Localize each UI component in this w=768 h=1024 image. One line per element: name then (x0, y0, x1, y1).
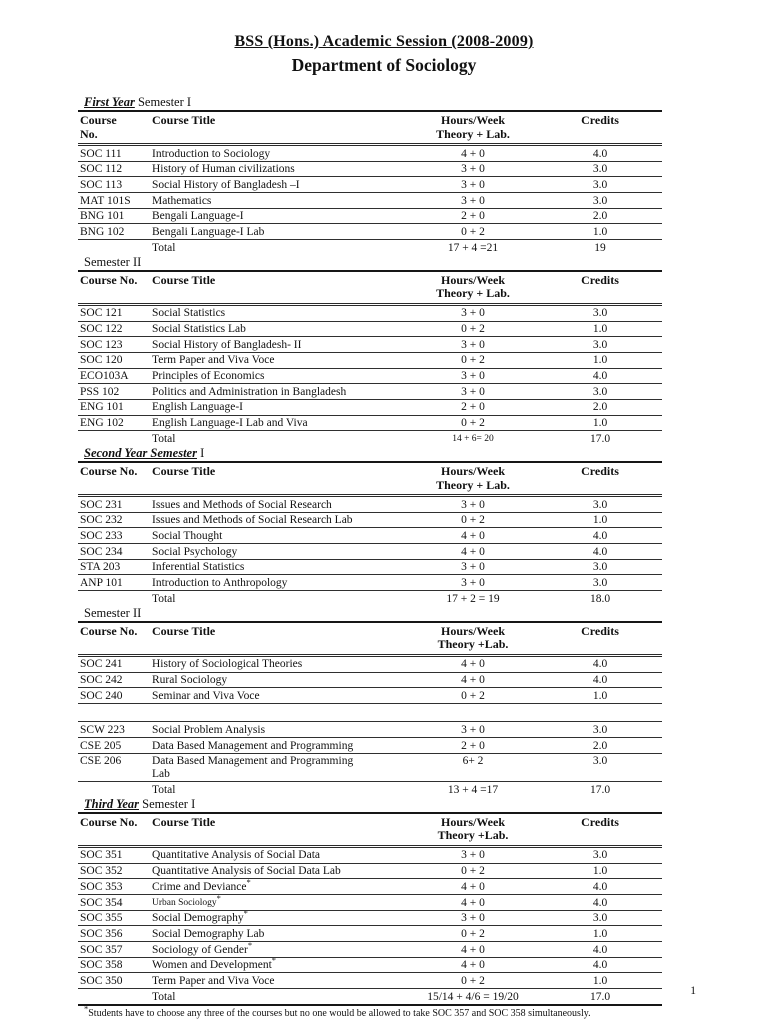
cell-course-title: Bengali Language-I (150, 208, 408, 224)
cell-credits: 3.0 (538, 161, 662, 177)
table-row (78, 512, 662, 528)
cell-credits: 4.0 (538, 672, 662, 688)
cell-course-title: Bengali Language-I Lab (150, 224, 408, 240)
total-label: Total (150, 989, 408, 1005)
total-label: Total (152, 592, 176, 605)
header-line: Theory + Lab. (436, 126, 510, 141)
table-row (78, 352, 662, 368)
cell-course-no: ENG 101 (78, 399, 150, 415)
cell-hours: 3 + 0 (408, 559, 538, 575)
total-hours: 14 + 6= 20 (452, 433, 494, 444)
cell-hours: 2 + 0 (408, 399, 538, 415)
cell-credits: 1.0 (538, 224, 662, 240)
table-row (78, 559, 662, 575)
cell-hours: 0 + 2 (408, 224, 538, 240)
section-label-sem: Semester I (139, 796, 196, 811)
header-line: Course No. (80, 814, 138, 829)
table-row (78, 544, 662, 560)
table-row (78, 910, 662, 926)
cell-course-no: CSE 206 (78, 753, 150, 782)
cell-course-title: Urban Sociology* (150, 895, 408, 911)
cell-credits: 4.0 (538, 957, 662, 973)
header-line: Hours/Week (440, 113, 505, 127)
section-first-year-sem2 (78, 255, 662, 446)
table-total-row (78, 591, 662, 606)
cell-hours: 3 + 0 (408, 161, 538, 177)
section-label-sem: Semester II (84, 605, 142, 620)
asterisk-marker: * (246, 878, 251, 887)
total-label: Total (152, 432, 176, 445)
table-row (78, 926, 662, 942)
table-row (78, 688, 662, 704)
cell-hours: 2 + 0 (408, 738, 538, 754)
section-label (78, 797, 662, 812)
course-table-first-year-sem1 (78, 110, 662, 255)
table-row (78, 942, 662, 958)
header-credits: Credits (538, 271, 662, 305)
cell-course-title: Term Paper and Viva Voce (150, 352, 408, 368)
table-total-row (78, 240, 662, 255)
cell-course-no: SOC 356 (78, 926, 150, 942)
table-header-row (78, 271, 662, 305)
cell-course-no: SOC 113 (78, 177, 150, 193)
header-course-title: Course Title (150, 462, 408, 496)
page-subtitle: Department of Sociology (291, 55, 477, 75)
cell-course-title: Social Demography* (150, 910, 408, 926)
cell-hours: 3 + 0 (408, 722, 538, 738)
table-body (78, 655, 662, 797)
header-line: Course No. (80, 464, 138, 478)
cell-hours: 3 + 0 (408, 368, 538, 384)
cell-course-title: Term Paper and Viva Voce (150, 973, 408, 989)
page-title: BSS (Hons.) Academic Session (2008-2009) (234, 33, 534, 50)
cell-credits: 4.0 (538, 655, 662, 672)
section-label-sem: Semester I (134, 95, 192, 109)
cell-course-title: Politics and Administration in Bangladesh (150, 384, 408, 400)
header-line: Course (80, 113, 117, 127)
cell-credits: 2.0 (538, 399, 662, 415)
total-credits: 18.0 (589, 592, 611, 605)
cell-course-no: BNG 102 (78, 224, 150, 240)
cell-course-no: SOC 233 (78, 528, 150, 544)
cell-course-no: ANP 101 (78, 575, 150, 591)
section-second-year-sem2 (78, 606, 662, 797)
section-label (78, 255, 662, 270)
table-row (78, 722, 662, 738)
cell-course-title: Social History of Bangladesh- II (150, 337, 408, 353)
cell-course-title: Mathematics (150, 193, 408, 209)
cell-hours: 4 + 0 (408, 544, 538, 560)
table-header-row (78, 111, 662, 145)
cell-course-no: SCW 223 (78, 722, 150, 738)
cell-credits: 4.0 (538, 879, 662, 895)
cell-course-title: Crime and Deviance* (150, 879, 408, 895)
cell-hours: 0 + 2 (408, 352, 538, 368)
header-line: Theory +Lab. (437, 828, 509, 843)
cell-credits: 1.0 (538, 973, 662, 989)
table-body (78, 304, 662, 446)
header-course-title: Course Title (150, 111, 408, 145)
cell-course-no: ENG 102 (78, 415, 150, 431)
cell-hours: 0 + 2 (408, 973, 538, 989)
cell-hours: 3 + 0 (408, 384, 538, 400)
cell-hours: 4 + 0 (408, 528, 538, 544)
cell-credits: 3.0 (538, 337, 662, 353)
header-hours-week (408, 622, 538, 656)
header-course-title: Course Title (150, 622, 408, 656)
cell-course-no: SOC 232 (78, 512, 150, 528)
table-row (78, 304, 662, 321)
table-row (78, 957, 662, 973)
header-line: Hours/Week (440, 623, 505, 638)
cell-course-no: BNG 101 (78, 208, 150, 224)
cell-credits: 1.0 (538, 321, 662, 337)
header-line: Hours/Week (440, 272, 505, 287)
section-first-year-sem1 (78, 95, 662, 255)
course-table (78, 461, 662, 606)
cell-course-no: STA 203 (78, 559, 150, 575)
section-label (78, 95, 662, 110)
total-empty-cell (78, 240, 150, 255)
cell-course-title: Issues and Methods of Social Research Lab (150, 512, 408, 528)
total-hours: 15/14 + 4/6 = 19/20 (408, 989, 538, 1005)
cell-credits: 3.0 (538, 722, 662, 738)
table-row (78, 973, 662, 989)
cell-course-title: Quantitative Analysis of Social Data (150, 846, 408, 863)
cell-course-no: MAT 101S (78, 193, 150, 209)
cell-credits: 3.0 (538, 559, 662, 575)
table-total-row (78, 431, 662, 446)
section-second-year-sem1 (78, 446, 662, 606)
cell-hours: 3 + 0 (408, 910, 538, 926)
header-credits: Credits (538, 622, 662, 656)
header-line: Theory + Lab. (436, 286, 510, 301)
cell-credits: 4.0 (538, 544, 662, 560)
cell-hours: 0 + 2 (408, 688, 538, 704)
header-line: Hours/Week (440, 464, 505, 478)
cell-course-title: Introduction to Sociology (150, 145, 408, 162)
cell-credits: 4.0 (538, 145, 662, 162)
header-hours-week (408, 111, 538, 145)
cell-course-title: Principles of Economics (150, 368, 408, 384)
cell-course-title: Rural Sociology (150, 672, 408, 688)
table-row (78, 337, 662, 353)
table-head (78, 271, 662, 305)
header-line: Course No. (80, 623, 138, 638)
cell-course-title: History of Sociological Theories (150, 655, 408, 672)
table-row (78, 496, 662, 513)
course-table-first-year-sem2 (78, 270, 662, 446)
total-credits: 17.0 (538, 989, 662, 1005)
cell-course-no: SOC 354 (78, 895, 150, 911)
cell-course-no: SOC 121 (78, 304, 150, 321)
table-row (78, 399, 662, 415)
document-body (78, 95, 662, 1020)
header-course-no (78, 111, 150, 145)
cell-course-title: English Language-I Lab and Viva (150, 415, 408, 431)
cell-course-title: Social Statistics (150, 304, 408, 321)
cell-course-no: SOC 241 (78, 655, 150, 672)
cell-credits: 1.0 (538, 863, 662, 879)
section-label-sem: I (196, 446, 205, 460)
total-hours: 17 + 2 = 19 (446, 592, 500, 605)
header-line: No. (80, 126, 98, 141)
cell-course-title: Quantitative Analysis of Social Data Lab (150, 863, 408, 879)
table-row (78, 208, 662, 224)
cell-course-no: ECO103A (78, 368, 150, 384)
total-empty-cell (78, 989, 150, 1005)
cell-credits: 3.0 (538, 753, 662, 782)
table-row (78, 177, 662, 193)
page-number: 1 (690, 985, 696, 997)
cell-course-no: SOC 357 (78, 942, 150, 958)
table-total-row (78, 989, 662, 1005)
cell-hours: 3 + 0 (408, 337, 538, 353)
cell-course-title: Data Based Management and Programming (150, 738, 408, 754)
cell-credits: 2.0 (538, 738, 662, 754)
cell-course-title: Sociology of Gender* (150, 942, 408, 958)
cell-hours: 3 + 0 (408, 575, 538, 591)
cell-course-title: Social Statistics Lab (150, 321, 408, 337)
cell-course-no: SOC 120 (78, 352, 150, 368)
table-head (78, 813, 662, 847)
cell-course-no: SOC 234 (78, 544, 150, 560)
table-row (78, 846, 662, 863)
cell-hours: 3 + 0 (408, 177, 538, 193)
cell-hours: 3 + 0 (408, 496, 538, 513)
cell-hours: 0 + 2 (408, 321, 538, 337)
table-row (78, 863, 662, 879)
course-table-third-year-sem1 (78, 812, 662, 1006)
cell-hours: 0 + 2 (408, 926, 538, 942)
header-course-title: Course Title (150, 813, 408, 847)
header-line: Hours/Week (440, 814, 505, 829)
cell-course-no: SOC 111 (78, 145, 150, 162)
header-course-no (78, 622, 150, 656)
cell-course-no: SOC 123 (78, 337, 150, 353)
cell-course-no: CSE 205 (78, 738, 150, 754)
cell-hours: 2 + 0 (408, 208, 538, 224)
asterisk-marker: * (247, 941, 253, 950)
table-head (78, 462, 662, 496)
section-label-sem: Semester II (84, 254, 142, 269)
cell-course-no: SOC 231 (78, 496, 150, 513)
cell-credits: 1.0 (538, 352, 662, 368)
table-total-row (78, 782, 662, 797)
cell-credits: 3.0 (538, 304, 662, 321)
table-row (78, 415, 662, 431)
table-body (78, 846, 662, 1004)
cell-credits: 3.0 (538, 846, 662, 863)
section-label (78, 606, 662, 621)
table-row (78, 224, 662, 240)
footnote (78, 1003, 662, 1020)
cell-course-no: SOC 240 (78, 688, 150, 704)
table-head (78, 622, 662, 656)
cell-course-no: SOC 122 (78, 321, 150, 337)
cell-hours: 3 + 0 (408, 846, 538, 863)
table-header-row (78, 622, 662, 656)
cell-hours: 4 + 0 (408, 672, 538, 688)
cell-course-title: Seminar and Viva Voce (150, 688, 408, 704)
asterisk-marker: * (216, 894, 221, 903)
header-course-no (78, 271, 150, 305)
table-header-row (78, 813, 662, 847)
cell-course-title: Social Demography Lab (150, 926, 408, 942)
cell-hours: 0 + 2 (408, 512, 538, 528)
header-line: Theory +Lab. (437, 637, 509, 652)
table-row (78, 321, 662, 337)
course-table (78, 270, 662, 446)
cell-credits: 3.0 (538, 384, 662, 400)
total-credits: 17.0 (589, 783, 611, 796)
cell-credits: 3.0 (538, 193, 662, 209)
total-empty-cell (78, 782, 150, 797)
cell-hours: 4 + 0 (408, 879, 538, 895)
cell-hours: 4 + 0 (408, 942, 538, 958)
table-blank-row (78, 703, 662, 722)
total-empty-cell (78, 431, 150, 446)
table-row (78, 575, 662, 591)
cell-credits: 4.0 (538, 528, 662, 544)
footnote-marker: * (84, 1003, 89, 1014)
cell-hours: 4 + 0 (408, 655, 538, 672)
cell-hours: 4 + 0 (408, 145, 538, 162)
table-row (78, 368, 662, 384)
table-row (78, 528, 662, 544)
header-course-no (78, 813, 150, 847)
cell-course-no: SOC 352 (78, 863, 150, 879)
table-body (78, 496, 662, 606)
total-empty-cell (78, 591, 150, 606)
course-table (78, 812, 662, 1006)
table-head (78, 111, 662, 145)
table-body (78, 145, 662, 255)
header-line: Course No. (80, 272, 138, 287)
cell-course-title: History of Human civilizations (150, 161, 408, 177)
cell-credits: 1.0 (538, 688, 662, 704)
course-table (78, 110, 662, 255)
cell-hours: 4 + 0 (408, 957, 538, 973)
header-course-title: Course Title (150, 271, 408, 305)
total-hours: 13 + 4 =17 (447, 783, 499, 796)
document-header (0, 33, 768, 76)
header-hours-week (408, 813, 538, 847)
total-label: Total (152, 241, 176, 254)
table-row (78, 895, 662, 911)
table-row (78, 193, 662, 209)
header-hours-week (408, 271, 538, 305)
cell-hours: 4 + 0 (408, 895, 538, 911)
table-row (78, 655, 662, 672)
table-row (78, 753, 662, 782)
section-label (78, 446, 662, 461)
cell-credits: 1.0 (538, 512, 662, 528)
header-course-no (78, 462, 150, 496)
total-credits: 17.0 (589, 432, 611, 445)
section-label-year: First Year (84, 95, 135, 109)
table-row (78, 879, 662, 895)
cell-course-title: English Language-I (150, 399, 408, 415)
cell-course-no: SOC 351 (78, 846, 150, 863)
cell-credits: 2.0 (538, 208, 662, 224)
header-credits: Credits (538, 462, 662, 496)
total-label: Total (152, 783, 176, 796)
cell-course-no: SOC 350 (78, 973, 150, 989)
section-label-year: Third Year (84, 796, 139, 811)
blank-cell (78, 703, 662, 722)
cell-course-title: Data Based Management and Programming Lab (150, 753, 408, 782)
cell-course-no: SOC 358 (78, 957, 150, 973)
cell-credits: 3.0 (538, 496, 662, 513)
cell-credits: 1.0 (538, 415, 662, 431)
cell-course-no: SOC 112 (78, 161, 150, 177)
asterisk-marker: * (243, 910, 248, 919)
cell-course-title: Social Thought (150, 528, 408, 544)
cell-hours: 6+ 2 (408, 753, 538, 782)
table-row (78, 672, 662, 688)
cell-course-title: Introduction to Anthropology (150, 575, 408, 591)
cell-course-title: Social Psychology (150, 544, 408, 560)
cell-course-title: Inferential Statistics (150, 559, 408, 575)
table-row (78, 384, 662, 400)
table-row (78, 145, 662, 162)
cell-course-title: Social History of Bangladesh –I (150, 177, 408, 193)
section-label-year: Second Year Semester (84, 446, 197, 460)
cell-hours: 3 + 0 (408, 193, 538, 209)
cell-credits: 4.0 (538, 942, 662, 958)
cell-course-no: SOC 353 (78, 879, 150, 895)
cell-credits: 4.0 (538, 368, 662, 384)
cell-credits: 3.0 (538, 910, 662, 926)
cell-credits: 4.0 (538, 895, 662, 911)
table-row (78, 738, 662, 754)
section-third-year-sem1 (78, 797, 662, 1006)
asterisk-marker: * (271, 957, 277, 966)
table-header-row (78, 462, 662, 496)
cell-course-title: Women and Development* (150, 957, 408, 973)
course-table (78, 621, 662, 797)
total-hours: 17 + 4 =21 (447, 241, 499, 254)
cell-hours: 0 + 2 (408, 415, 538, 431)
cell-hours: 0 + 2 (408, 863, 538, 879)
cell-course-title: Issues and Methods of Social Research (150, 496, 408, 513)
cell-credits: 3.0 (538, 177, 662, 193)
total-credits: 19 (594, 241, 606, 254)
cell-credits: 1.0 (538, 926, 662, 942)
header-credits: Credits (538, 813, 662, 847)
cell-course-no: SOC 242 (78, 672, 150, 688)
header-credits: Credits (538, 111, 662, 145)
footnote-text: Students have to choose any three of the courses but no one would be allowed to take SOC 357 and SOC 358 simultaneously. (88, 1007, 591, 1019)
cell-credits: 3.0 (538, 575, 662, 591)
course-table-second-year-sem1 (78, 461, 662, 606)
cell-hours: 3 + 0 (408, 304, 538, 321)
cell-course-title: Social Problem Analysis (150, 722, 408, 738)
course-table-second-year-sem2 (78, 621, 662, 797)
header-hours-week (408, 462, 538, 496)
cell-course-no: SOC 355 (78, 910, 150, 926)
header-line: Theory + Lab. (436, 477, 510, 492)
table-row (78, 161, 662, 177)
cell-course-no: PSS 102 (78, 384, 150, 400)
